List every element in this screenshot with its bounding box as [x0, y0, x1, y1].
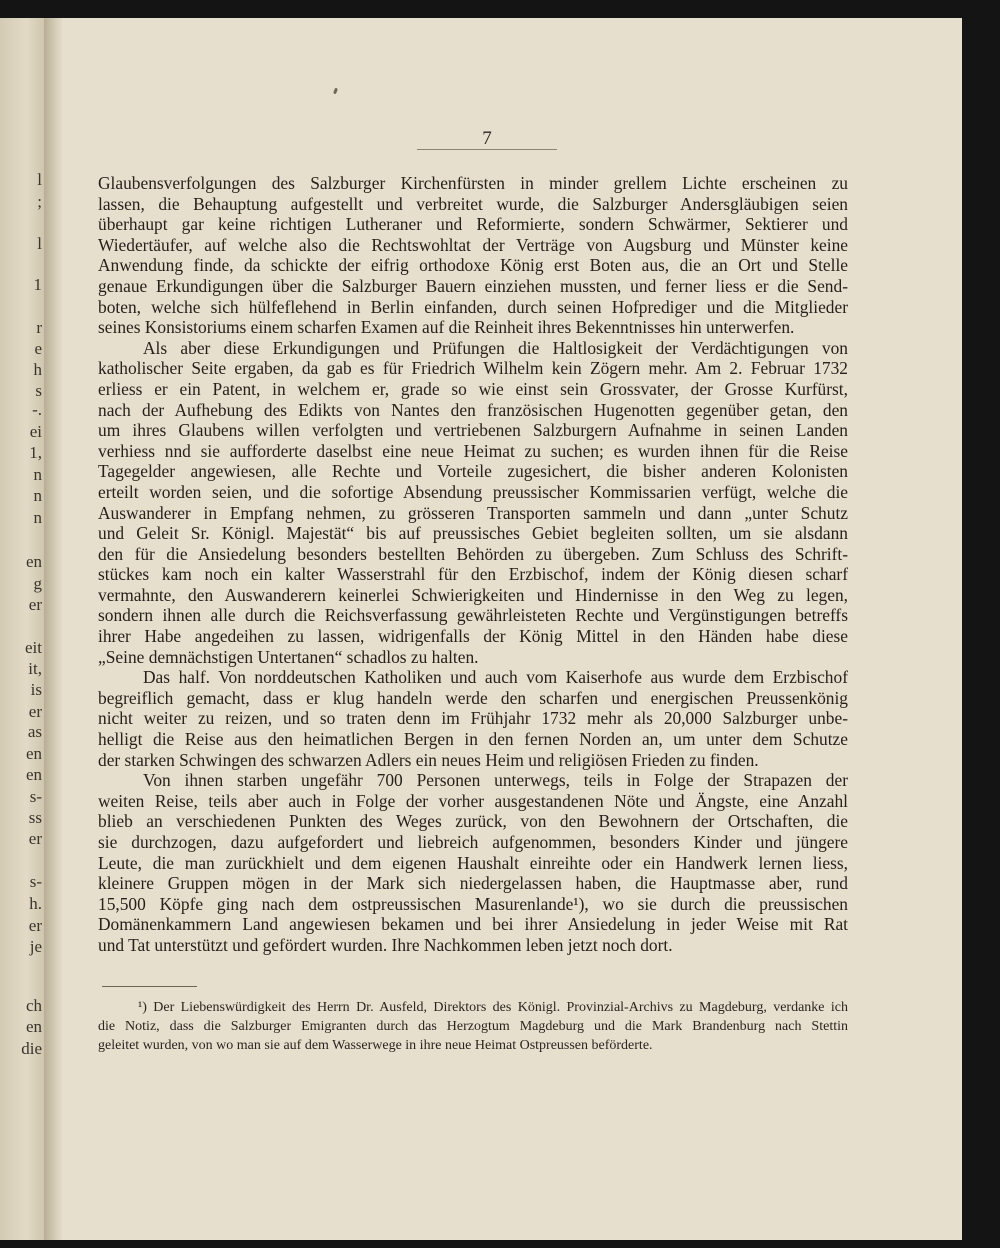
book-gutter: [44, 18, 62, 1240]
text-line: boten, welche sich hülfeflehend in Berlin einfanden, durch seinen Hofprediger und die Mitglieder: [98, 296, 848, 317]
text-line: blieb an verschiedenen Punkten des Weges zurück, von den Bewohnern der Ortschaften, die: [98, 811, 848, 832]
adjacent-page-text-fragment: n: [33, 465, 42, 484]
text-line: Anwendung finde, da schickte der eifrig orthodoxe König erst Boten aus, die an Ort und Stelle: [98, 255, 848, 276]
adjacent-page-text-fragment: it,: [28, 659, 42, 678]
adjacent-page-text-fragment: s-: [29, 787, 42, 806]
adjacent-page-text-fragment: eit: [25, 638, 42, 657]
adjacent-page-text-fragment: l: [37, 170, 42, 189]
text-line: stückes kam noch ein kalter Wasserstrahl für den Erzbischof, indem der König diesen scharf: [98, 564, 848, 585]
text-line: nach der Aufhebung des Edikts von Nantes den französischen Hugenotten gegenüber getan, den: [98, 399, 848, 420]
footnote-line: die Notiz, dass die Salzburger Emigranten durch das Herzogtum Magdeburg und die Mark Brandenburg nach Stettin: [98, 1019, 848, 1034]
text-line: Als aber diese Erkundigungen und Prüfungen die Haltlosigkeit der Verdächtigungen von: [143, 337, 848, 358]
adjacent-page-text-fragment: l: [37, 234, 42, 253]
text-line: vermahnte, den Auswanderern keinerlei Schwierigkeiten und Hindernisse in den Weg zu legen,: [98, 584, 848, 605]
text-line: „Seine demnächstigen Untertanen“ schadlos zu halten.: [98, 646, 479, 667]
adjacent-page-text-fragment: as: [27, 722, 42, 741]
text-line: ihrer Habe angedeihen zu lassen, widrigenfalls der König Mittel in den Händen habe diese: [98, 626, 848, 647]
text-line: sondern ihnen alle durch die Reichsverfassung gewährleisteten Rechte und Vergünstigungen betreffs: [98, 605, 848, 626]
adjacent-page-text-fragment: ei: [29, 422, 42, 441]
text-line: 15,500 Köpfe ging nach dem ostpreussischen Masurenlande¹), wo sie durch die preussischen: [98, 893, 848, 914]
adjacent-page-text-fragment: en: [25, 744, 42, 763]
text-line: Auswanderer in Empfang nehmen, zu grösseren Transporten sammeln und dann „unter Schutz: [98, 502, 848, 523]
text-line: Von ihnen starben ungefähr 700 Personen unterwegs, teils in Folge der Strapazen der: [143, 770, 848, 791]
adjacent-page-text-fragment: er: [28, 916, 42, 935]
adjacent-page-text-fragment: n: [33, 486, 42, 505]
text-line: lassen, die Behauptung aufgestellt und verbreitet wurde, die Salzburger Andersgläubigen seien: [98, 193, 848, 214]
footnote-line: ¹) Der Liebenswürdigkeit des Herrn Dr. Ausfeld, Direktors des Königl. Provinzial-Archivs zu Magdeburg, verdanke ich: [138, 1000, 848, 1015]
adjacent-page-text-fragment: er: [28, 702, 42, 721]
footnote-line: geleitet wurden, von wo man sie auf dem Wasserwege in ihre neue Heimat Ostpreussen beförderte.: [98, 1038, 653, 1053]
text-line: begreiflich gemacht, dass er klug handeln werde den scharfen und energischen Preussenkönig: [98, 687, 848, 708]
text-line: erteilt worden seien, und die sofortige Absendung preussischer Kommissarien verfügt, welche die: [98, 481, 848, 502]
body-text: [98, 173, 848, 956]
adjacent-page-text-fragment: s: [35, 381, 42, 400]
adjacent-page-text-fragment: n: [33, 508, 42, 527]
adjacent-page-text-fragment: er: [28, 595, 42, 614]
page-number: 7: [482, 128, 492, 149]
adjacent-page-text-fragment: en: [25, 1017, 42, 1036]
text-line: Das half. Von norddeutschen Katholiken und auch vom Kaiserhofe aus wurde dem Erzbischof: [143, 667, 848, 688]
adjacent-page-text-fragment: die: [21, 1039, 42, 1058]
text-line: verhiess nnd sie aufforderte daselbst eine neue Heimat zu suchen; es wurden ihnen für die Reise: [98, 440, 848, 461]
adjacent-page-text-fragment: en: [25, 552, 42, 571]
footnote-rule: [102, 986, 197, 987]
adjacent-page-text-fragment: je: [29, 937, 42, 956]
text-line: helligt die Reise aus den heimatlichen Bergen in den fernen Norden an, um unter dem Schutze: [98, 729, 848, 750]
text-line: um ihres Glaubens willen verfolgten und vertriebenen Salzburgern Aufnahme in seinen Landen: [98, 420, 848, 441]
text-line: Tagegelder angewiesen, alle Rechte und Vorteile zugesichert, die bisher anderen Kolonisten: [98, 461, 848, 482]
text-line: genaue Erkundigungen über die Salzburger Bauern einziehen mussten, und ferner liess er die Send-: [98, 275, 848, 296]
adjacent-page-text-fragment: en: [25, 765, 42, 784]
text-line: seines Konsistoriums einem scharfen Examen auf die Reinheit ihres Bekenntnisses hin unterwerfen.: [98, 317, 795, 338]
ink-speck: [333, 88, 338, 95]
text-line: weiten Reise, teils aber auch in Folge der vorher ausgestandenen Nöte und Ängste, eine Anzahl: [98, 790, 848, 811]
text-line: erliess er ein Patent, in welchem er, grade so wie einst sein Grossvater, der Grosse Kurfürst,: [98, 378, 848, 399]
text-line: Domänenkammern Land angewiesen bekamen und bei ihrer Ansiedelung in jeder Weise mit Rat: [98, 914, 848, 935]
footnote: [98, 998, 848, 1055]
adjacent-page-edge: [0, 18, 44, 1240]
document-page: [62, 18, 962, 1240]
adjacent-page-text-fragment: h: [33, 360, 42, 379]
adjacent-page-text-fragment: r: [36, 318, 42, 337]
adjacent-page-text-fragment: e: [34, 339, 42, 358]
text-line: sie durchzogen, dazu aufgefordert und liebreich aufgenommen, besonders Kinder und jüngere: [98, 832, 848, 852]
adjacent-page-text-fragment: s-: [29, 872, 42, 891]
adjacent-page-text-fragment: 1: [33, 275, 42, 294]
text-line: und Tat unterstützt und gefördert wurden. Ihre Nachkommen leben jetzt noch dort.: [98, 934, 673, 955]
text-line: kleinere Gruppen mögen in der Mark sich niedergelassen haben, die Hauptmasse aber, rund: [98, 873, 848, 894]
header-rule: [417, 149, 557, 150]
adjacent-page-text-fragment: ;: [37, 192, 42, 211]
adjacent-page-text-fragment: h.: [29, 894, 42, 913]
text-line: Glaubensverfolgungen des Salzburger Kirchenfürsten in minder grellem Lichte erscheinen zu: [98, 173, 848, 193]
adjacent-page-text-fragment: er: [28, 829, 42, 848]
adjacent-page-text-fragment: 1,: [29, 443, 42, 462]
text-line: überhaupt gar keine richtigen Lutheraner und Reformierte, sondern Schwärmer, Sektierer und: [98, 214, 848, 235]
adjacent-page-text-fragment: ss: [28, 808, 42, 827]
adjacent-page-text-fragment: -.: [32, 400, 42, 419]
text-line: den für die Ansiedelung besonders bestellten Behörden zu übergeben. Zum Schluss des Schrift-: [98, 543, 848, 564]
adjacent-page-text-fragment: ch: [25, 996, 42, 1015]
text-line: Wiedertäufer, auf welche also die Rechtswohltat der Verträge von Augsburg und Münster keine: [98, 234, 848, 255]
text-line: Leute, die man zurückhielt und dem eigenen Haushalt einreihte oder ein Handwerk lernen liess,: [98, 852, 848, 873]
text-line: und Geleit Sr. Königl. Majestät“ bis auf preussisches Gebiet begleiten sollten, um sie alsdann: [98, 523, 848, 544]
adjacent-page-text-fragment: is: [30, 680, 42, 699]
adjacent-page-text-fragment: g: [33, 574, 42, 593]
text-line: katholischer Seite ergaben, da gab es für Friedrich Wilhelm kein Zögern mehr. Am 2. Februar 1732: [98, 358, 848, 379]
text-line: der starken Schwingen des schwarzen Adlers ein neues Heim und religiösen Frieden zu finden.: [98, 749, 759, 770]
text-line: nicht weiter zu reizen, und so traten denn im Frühjahr 1732 mehr als 20,000 Salzburger unbe-: [98, 708, 848, 729]
